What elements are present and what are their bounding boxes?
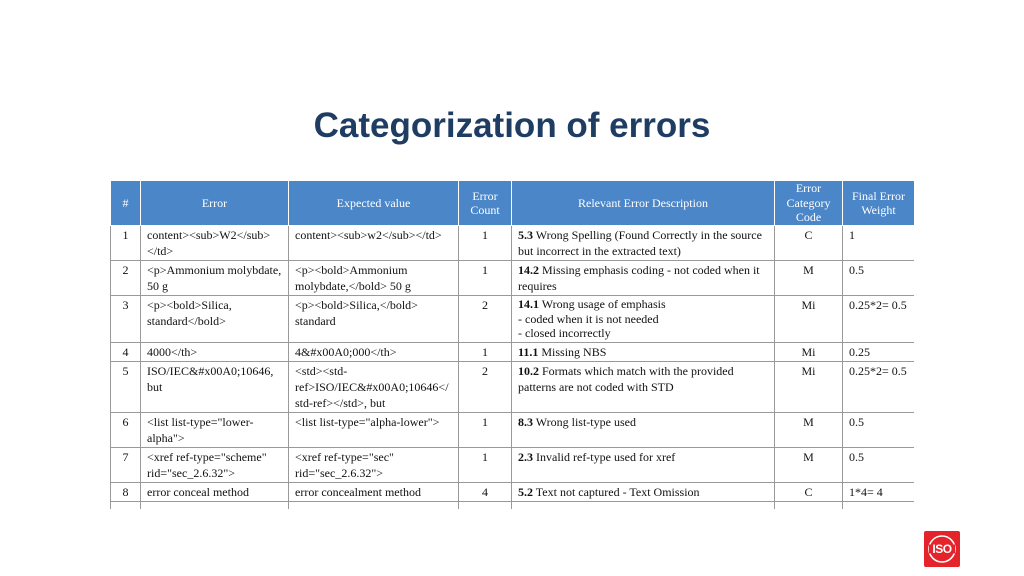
description-code: 8.3 xyxy=(518,414,533,429)
cell-error: 4000</th> xyxy=(141,342,289,361)
cell-description xyxy=(512,361,775,412)
cell-weight: 0.5 xyxy=(843,412,915,447)
cell-number: 8 xyxy=(111,482,141,501)
column-header-final-weight: Final Error Weight xyxy=(843,181,915,226)
cell-weight: 0.25*2= 0.5 xyxy=(843,361,915,412)
table-row xyxy=(111,226,915,261)
error-table xyxy=(110,180,914,509)
description-text: Text not captured - Text Omission xyxy=(535,484,700,499)
description-text: Wrong Spelling (Found Correctly in the source but incorrect in the extracted text) xyxy=(518,228,762,258)
cell-number: 1 xyxy=(111,226,141,261)
cell-description xyxy=(512,296,775,343)
table-row xyxy=(111,482,915,501)
description-line: - closed incorrectly xyxy=(518,326,611,340)
cell-count: 1 xyxy=(459,261,512,296)
cell-count: 1 xyxy=(459,226,512,261)
cell-expected: <xref ref-type="sec" rid="sec_2.6.32"> xyxy=(289,447,459,482)
cell-number: 4 xyxy=(111,342,141,361)
cell-error: <list list-type="lower-alpha"> xyxy=(141,412,289,447)
cell-expected: <list list-type="alpha-lower"> xyxy=(289,412,459,447)
cell-number: 3 xyxy=(111,296,141,343)
description-text: Missing NBS xyxy=(541,344,607,359)
cell-description xyxy=(512,482,775,501)
cell-weight: 1 xyxy=(843,226,915,261)
cell-description xyxy=(512,342,775,361)
cell-count: 4 xyxy=(459,482,512,501)
cell-error: <p>Ammonium molybdate, 50 g xyxy=(141,261,289,296)
description-code: 14.2 xyxy=(518,263,539,277)
table-row-cutoff xyxy=(111,501,915,509)
description-code: 5.3 xyxy=(518,228,533,242)
cell-count: 1 xyxy=(459,342,512,361)
cell-number: 6 xyxy=(111,412,141,447)
cell-category: Mi xyxy=(775,342,843,361)
cell-category: M xyxy=(775,447,843,482)
cell-expected: <p><bold>Ammonium molybdate,</bold> 50 g xyxy=(289,261,459,296)
column-header-description: Relevant Error Description xyxy=(512,181,775,226)
cell-error: <xref ref-type="scheme" rid="sec_2.6.32"> xyxy=(141,447,289,482)
description-code: 10.2 xyxy=(518,363,539,378)
description-text: Invalid ref-type used for xref xyxy=(536,449,676,464)
description-line: - coded when it is not needed xyxy=(518,311,659,326)
cell-weight: 1*4= 4 xyxy=(843,482,915,501)
table-row xyxy=(111,342,915,361)
cell-weight: 0.25*2= 0.5 xyxy=(843,296,915,343)
cell-error: ISO/IEC&#x00A0;10646, but xyxy=(141,361,289,412)
description-code: 11.1 xyxy=(518,344,539,359)
table-row xyxy=(111,412,915,447)
table-row xyxy=(111,261,915,296)
description-code: 14.1 xyxy=(518,297,539,311)
cell-expected: <p><bold>Silica,</bold> standard xyxy=(289,296,459,343)
cell-expected: content><sub>w2</sub></td> xyxy=(289,226,459,261)
cell-number: 2 xyxy=(111,261,141,296)
column-header-expected-value: Expected value xyxy=(289,181,459,226)
column-header-category-code: Error Category Code xyxy=(775,181,843,226)
cell-category: M xyxy=(775,261,843,296)
cell-category: Mi xyxy=(775,296,843,343)
column-header-error: Error xyxy=(141,181,289,226)
table-header-row xyxy=(111,181,915,226)
cell-weight: 0.25 xyxy=(843,342,915,361)
description-text: Wrong usage of emphasis xyxy=(541,297,666,311)
iso-logo-text: ISO xyxy=(932,542,952,556)
cell-count: 2 xyxy=(459,296,512,343)
table-row xyxy=(111,447,915,482)
page-title: Categorization of errors xyxy=(313,106,711,145)
cell-description xyxy=(512,447,775,482)
column-header-error-count: Error Count xyxy=(459,181,512,226)
cell-category: C xyxy=(775,482,843,501)
cell-error: content><sub>W2</sub></td> xyxy=(141,226,289,261)
column-header-number: # xyxy=(111,181,141,226)
cell-category: M xyxy=(775,412,843,447)
cell-category: C xyxy=(775,226,843,261)
description-code: 5.2 xyxy=(518,484,533,499)
table-row xyxy=(111,296,915,343)
cell-description xyxy=(512,261,775,296)
description-text: Formats which match with the provided patterns are not coded with STD xyxy=(518,363,734,394)
cell-count: 1 xyxy=(459,447,512,482)
cell-description xyxy=(512,226,775,261)
cell-count: 1 xyxy=(459,412,512,447)
description-text: Wrong list-type used xyxy=(535,414,636,429)
cell-weight: 0.5 xyxy=(843,447,915,482)
cell-count: 2 xyxy=(459,361,512,412)
cell-expected: <std><std-ref>ISO/IEC&#x00A0;10646</std-ref></std>, but xyxy=(289,361,459,412)
cell-number: 7 xyxy=(111,447,141,482)
description-code: 2.3 xyxy=(518,449,533,464)
cell-number: 5 xyxy=(111,361,141,412)
cell-category: Mi xyxy=(775,361,843,412)
cell-error: <p><bold>Silica, standard</bold> xyxy=(141,296,289,343)
cell-description xyxy=(512,412,775,447)
cell-expected: 4&#x00A0;000</th> xyxy=(289,342,459,361)
description-text: Missing emphasis coding - not coded when it requires xyxy=(518,263,760,293)
cell-error: error conceal method xyxy=(141,482,289,501)
cell-expected: error concealment method xyxy=(289,482,459,501)
error-table-container xyxy=(110,180,914,509)
cell-weight: 0.5 xyxy=(843,261,915,296)
iso-logo xyxy=(924,531,960,567)
table-row xyxy=(111,361,915,412)
